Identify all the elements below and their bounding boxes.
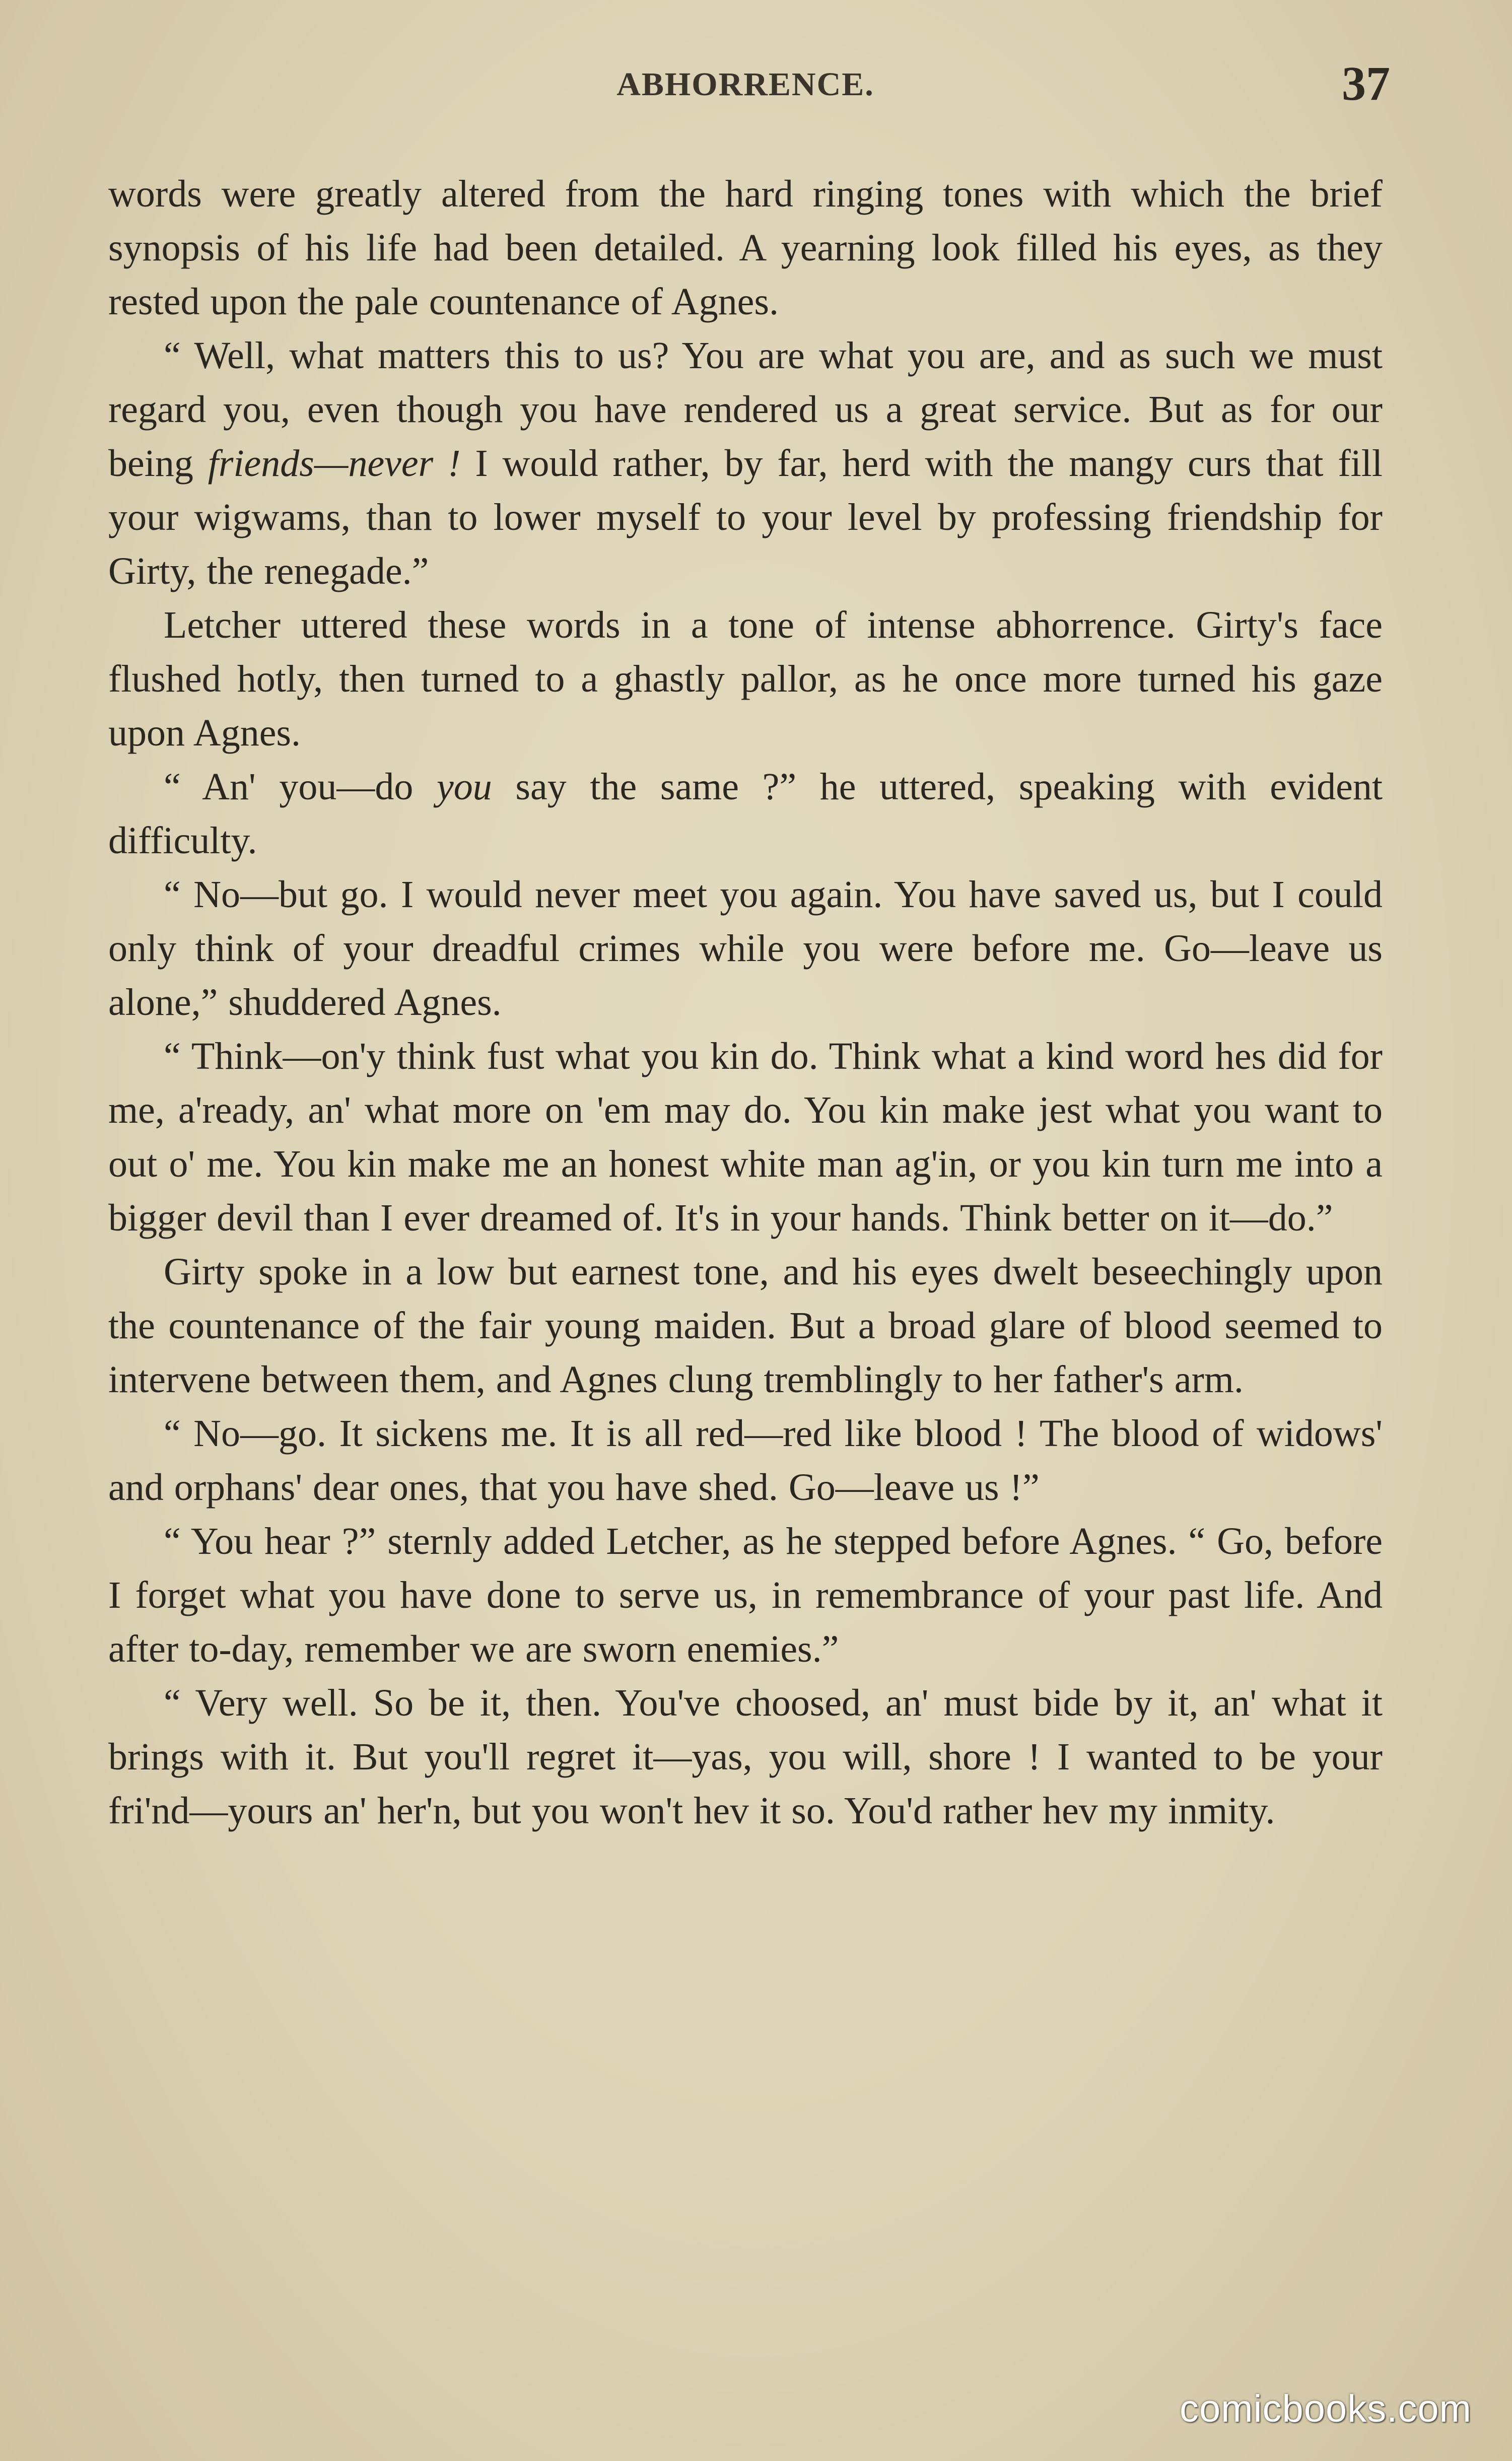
paragraph-8 [108,1407,1383,1515]
paragraph-7 [108,1245,1383,1407]
paragraph-text: say the same ?” he uttered, speaking with evident difficulty. [108,766,1383,862]
paragraph-text: I would rather, by far, herd with the mangy curs that fill your wigwams, than to lower myself to your level by professing friendship for Girty, the renegade.” [108,442,1383,592]
paragraph-2 [108,329,1383,598]
running-title: ABHORRENCE. [616,66,874,103]
paragraph-text: “ Very well. So be it, then. You've choosed, an' must bide by it, an' what it brings with it. But you'll regret it—yas, you will, shore ! I wanted to be your fri'nd—yours an' her'n, but you won't hev it so. You'd rather hev my inmity. [108,1682,1383,1832]
italic-text: you [437,766,492,808]
paragraph-4 [108,760,1383,868]
watermark: comicbooks.com [1180,2387,1472,2430]
paragraph-text: Girty spoke in a low but earnest tone, and his eyes dwelt beseechingly upon the countenance of the fair young maiden. But a broad glare of blood seemed to intervene between them, and Agnes clung tremblingly to her father's arm. [108,1251,1383,1401]
page-number: 37 [1342,56,1390,110]
paragraph-9 [108,1515,1383,1676]
paragraph-10 [108,1676,1383,1838]
paragraph-text: “ No—but go. I would never meet you again. You have saved us, but I could only think of your dreadful crimes while you were before me. Go—leave us alone,” shuddered Agnes. [108,873,1383,1023]
paragraph-text: Letcher uttered these words in a tone of intense abhorrence. Girty's face flushed hotly, then turned to a ghastly pallor, as he once more turned his gaze upon Agnes. [108,604,1383,754]
paragraph-3 [108,598,1383,760]
paragraph-5 [108,868,1383,1030]
italic-text: friends—never ! [208,442,461,485]
paragraph-1 [108,167,1383,329]
body-text [108,167,1383,1838]
paragraph-text: “ Well, what matters this to us? You are what you are, and as such we must regard you, even though you have rendered us a great service. But as for our being [108,334,1383,485]
paragraph-text: “ You hear ?” sternly added Letcher, as he stepped before Agnes. “ Go, before I forget what you have done to serve us, in remembrance of your past life. And after to-day, remember we are sworn enemies.” [108,1520,1383,1670]
paragraph-6 [108,1030,1383,1245]
running-header [101,56,1390,126]
paragraph-text: “ Think—on'y think fust what you kin do. Think what a kind word hes did for me, a'ready, an' what more on 'em may do. You kin make jest what you want to out o' me. You kin make me an honest white man ag'in, or you kin turn me into a bigger devil than I ever dreamed of. It's in your hands. Think better on it—do.” [108,1035,1383,1239]
paragraph-text: words were greatly altered from the hard ringing tones with which the brief synopsis of his life had been detailed. A yearning look filled his eyes, as they rested upon the pale countenance of Agnes. [108,173,1383,323]
paragraph-text: “ An' you—do [164,766,437,808]
paragraph-text: “ No—go. It sickens me. It is all red—red like blood ! The blood of widows' and orphans' dear ones, that you have shed. Go—leave us !” [108,1412,1383,1509]
